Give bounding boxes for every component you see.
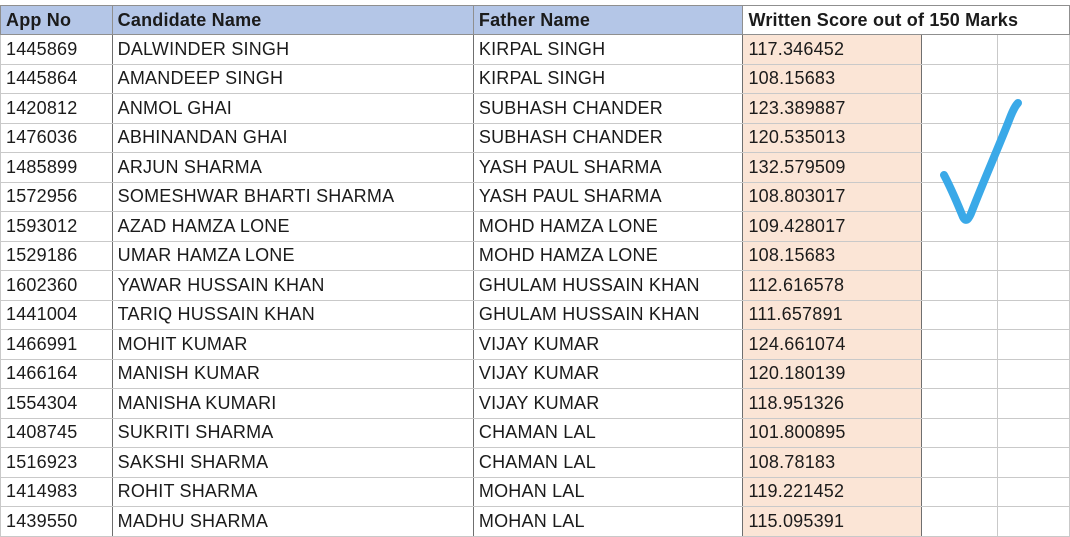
header-app-no[interactable]: App No: [1, 6, 113, 35]
cell-candidate-name[interactable]: AZAD HAMZA LONE: [112, 212, 473, 242]
cell-score[interactable]: 117.346452: [743, 35, 922, 65]
score-table: [0, 5, 1070, 537]
empty-cell[interactable]: [998, 359, 1070, 389]
cell-app-no[interactable]: 1476036: [1, 123, 113, 153]
cell-score[interactable]: 109.428017: [743, 212, 922, 242]
empty-cell[interactable]: [922, 448, 998, 478]
cell-father-name[interactable]: YASH PAUL SHARMA: [473, 153, 743, 183]
cell-father-name[interactable]: VIJAY KUMAR: [473, 359, 743, 389]
cell-father-name[interactable]: CHAMAN LAL: [473, 448, 743, 478]
cell-father-name[interactable]: MOHD HAMZA LONE: [473, 212, 743, 242]
table-row: [1, 35, 1070, 65]
cell-score[interactable]: 108.78183: [743, 448, 922, 478]
empty-cell[interactable]: [998, 507, 1070, 537]
cell-app-no[interactable]: 1602360: [1, 271, 113, 301]
cell-candidate-name[interactable]: SAKSHI SHARMA: [112, 448, 473, 478]
cell-candidate-name[interactable]: ARJUN SHARMA: [112, 153, 473, 183]
cell-score[interactable]: 132.579509: [743, 153, 922, 183]
cell-app-no[interactable]: 1408745: [1, 418, 113, 448]
table-row: [1, 330, 1070, 360]
cell-father-name[interactable]: KIRPAL SINGH: [473, 35, 743, 65]
cell-father-name[interactable]: MOHAN LAL: [473, 507, 743, 537]
table-row: [1, 123, 1070, 153]
cell-candidate-name[interactable]: MANISH KUMAR: [112, 359, 473, 389]
table-row: [1, 477, 1070, 507]
cell-app-no[interactable]: 1529186: [1, 241, 113, 271]
table-row: [1, 271, 1070, 301]
cell-app-no[interactable]: 1593012: [1, 212, 113, 242]
empty-cell[interactable]: [998, 64, 1070, 94]
empty-cell[interactable]: [922, 330, 998, 360]
cell-father-name[interactable]: SUBHASH CHANDER: [473, 94, 743, 124]
cell-candidate-name[interactable]: ROHIT SHARMA: [112, 477, 473, 507]
header-father-name[interactable]: Father Name: [473, 6, 743, 35]
cell-app-no[interactable]: 1445869: [1, 35, 113, 65]
empty-cell[interactable]: [998, 271, 1070, 301]
table-row: [1, 94, 1070, 124]
cell-app-no[interactable]: 1485899: [1, 153, 113, 183]
table-row: [1, 448, 1070, 478]
cell-app-no[interactable]: 1466164: [1, 359, 113, 389]
empty-cell[interactable]: [922, 359, 998, 389]
table-row: [1, 418, 1070, 448]
cell-father-name[interactable]: MOHD HAMZA LONE: [473, 241, 743, 271]
table-row: [1, 212, 1070, 242]
cell-app-no[interactable]: 1439550: [1, 507, 113, 537]
cell-father-name[interactable]: VIJAY KUMAR: [473, 330, 743, 360]
cell-candidate-name[interactable]: YAWAR HUSSAIN KHAN: [112, 271, 473, 301]
cell-score[interactable]: 120.535013: [743, 123, 922, 153]
cell-candidate-name[interactable]: TARIQ HUSSAIN KHAN: [112, 300, 473, 330]
cell-father-name[interactable]: MOHAN LAL: [473, 477, 743, 507]
empty-cell[interactable]: [998, 330, 1070, 360]
empty-cell[interactable]: [922, 241, 998, 271]
cell-app-no[interactable]: 1414983: [1, 477, 113, 507]
table-row: [1, 64, 1070, 94]
cell-candidate-name[interactable]: MOHIT KUMAR: [112, 330, 473, 360]
empty-cell[interactable]: [922, 300, 998, 330]
empty-cell[interactable]: [922, 64, 998, 94]
empty-cell[interactable]: [998, 389, 1070, 419]
table-row: [1, 359, 1070, 389]
checkmark-icon: [930, 95, 1030, 235]
cell-score[interactable]: 111.657891: [743, 300, 922, 330]
empty-cell[interactable]: [998, 418, 1070, 448]
cell-score[interactable]: 112.616578: [743, 271, 922, 301]
cell-app-no[interactable]: 1420812: [1, 94, 113, 124]
empty-cell[interactable]: [922, 271, 998, 301]
cell-score[interactable]: 118.951326: [743, 389, 922, 419]
cell-score[interactable]: 119.221452: [743, 477, 922, 507]
table-row: [1, 507, 1070, 537]
cell-candidate-name[interactable]: SUKRITI SHARMA: [112, 418, 473, 448]
cell-app-no[interactable]: 1516923: [1, 448, 113, 478]
cell-father-name[interactable]: GHULAM HUSSAIN KHAN: [473, 271, 743, 301]
cell-score[interactable]: 108.15683: [743, 64, 922, 94]
cell-father-name[interactable]: GHULAM HUSSAIN KHAN: [473, 300, 743, 330]
cell-candidate-name[interactable]: ANMOL GHAI: [112, 94, 473, 124]
cell-app-no[interactable]: 1445864: [1, 64, 113, 94]
table-body: [1, 35, 1070, 537]
cell-candidate-name[interactable]: DALWINDER SINGH: [112, 35, 473, 65]
cell-candidate-name[interactable]: MADHU SHARMA: [112, 507, 473, 537]
empty-cell[interactable]: [922, 507, 998, 537]
cell-candidate-name[interactable]: SOMESHWAR BHARTI SHARMA: [112, 182, 473, 212]
cell-father-name[interactable]: VIJAY KUMAR: [473, 389, 743, 419]
cell-score[interactable]: 124.661074: [743, 330, 922, 360]
empty-cell[interactable]: [922, 389, 998, 419]
cell-score[interactable]: 101.800895: [743, 418, 922, 448]
cell-app-no[interactable]: 1466991: [1, 330, 113, 360]
header-candidate-name[interactable]: Candidate Name: [112, 6, 473, 35]
table-row: [1, 241, 1070, 271]
empty-cell[interactable]: [998, 477, 1070, 507]
cell-candidate-name[interactable]: AMANDEEP SINGH: [112, 64, 473, 94]
header-row: [1, 6, 1070, 35]
cell-father-name[interactable]: CHAMAN LAL: [473, 418, 743, 448]
empty-cell[interactable]: [998, 300, 1070, 330]
empty-cell[interactable]: [998, 241, 1070, 271]
table-row: [1, 300, 1070, 330]
cell-candidate-name[interactable]: ABHINANDAN GHAI: [112, 123, 473, 153]
cell-score[interactable]: 115.095391: [743, 507, 922, 537]
cell-score[interactable]: 108.803017: [743, 182, 922, 212]
cell-app-no[interactable]: 1554304: [1, 389, 113, 419]
header-written-score[interactable]: Written Score out of 150 Marks: [743, 6, 1070, 35]
cell-app-no[interactable]: 1441004: [1, 300, 113, 330]
table-row: [1, 153, 1070, 183]
cell-candidate-name[interactable]: UMAR HAMZA LONE: [112, 241, 473, 271]
empty-cell[interactable]: [998, 35, 1070, 65]
table-row: [1, 389, 1070, 419]
cell-score[interactable]: 108.15683: [743, 241, 922, 271]
empty-cell[interactable]: [922, 35, 998, 65]
cell-score[interactable]: 120.180139: [743, 359, 922, 389]
empty-cell[interactable]: [922, 418, 998, 448]
cell-candidate-name[interactable]: MANISHA KUMARI: [112, 389, 473, 419]
cell-father-name[interactable]: KIRPAL SINGH: [473, 64, 743, 94]
table-row: [1, 182, 1070, 212]
empty-cell[interactable]: [922, 477, 998, 507]
cell-score[interactable]: 123.389887: [743, 94, 922, 124]
cell-father-name[interactable]: SUBHASH CHANDER: [473, 123, 743, 153]
cell-app-no[interactable]: 1572956: [1, 182, 113, 212]
cell-father-name[interactable]: YASH PAUL SHARMA: [473, 182, 743, 212]
empty-cell[interactable]: [998, 448, 1070, 478]
